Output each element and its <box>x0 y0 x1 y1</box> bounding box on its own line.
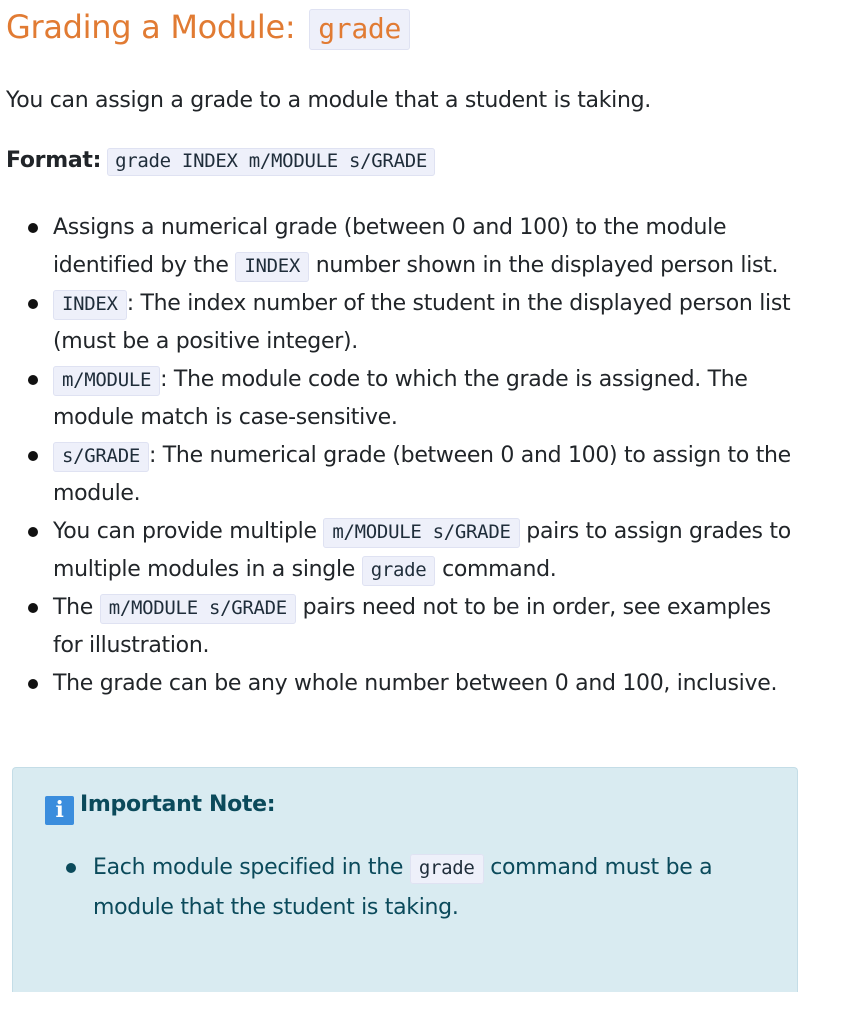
page-title <box>6 8 410 46</box>
inline-code: m/MODULE <box>53 366 160 396</box>
inline-code: grade <box>362 556 436 586</box>
title-command-code: grade <box>309 9 410 50</box>
inline-code: INDEX <box>53 290 127 320</box>
info-icon: i <box>45 796 74 825</box>
intro-paragraph: You can assign a grade to a module that a student is taking. <box>6 88 651 113</box>
inline-code: grade <box>410 854 484 884</box>
list-item: The m/MODULE s/GRADE pairs need not to be in order, see examples for illustration. <box>6 589 806 665</box>
list-item: s/GRADE : The numerical grade (between 0 and 100) to assign to the module. <box>6 437 806 513</box>
list-item: You can provide multiple m/MODULE s/GRADE pairs to assign grades to multiple modules in a single grade command. <box>6 513 806 589</box>
list-item: The grade can be any whole number between 0 and 100, inclusive. <box>6 665 806 703</box>
inline-code: m/MODULE s/GRADE <box>323 518 519 548</box>
parameter-list <box>6 209 806 703</box>
format-line <box>6 148 435 173</box>
note-heading <box>45 792 275 825</box>
format-syntax-code: grade INDEX m/MODULE s/GRADE <box>107 148 435 176</box>
important-note-box <box>12 767 798 992</box>
list-item: Assigns a numerical grade (between 0 and 100) to the module identified by the INDEX number shown in the displayed person list. <box>6 209 806 285</box>
list-item: m/MODULE : The module code to which the grade is assigned. The module match is case-sensitive. <box>6 361 806 437</box>
inline-code: s/GRADE <box>53 442 149 472</box>
note-list <box>45 848 765 928</box>
inline-code: m/MODULE s/GRADE <box>100 594 296 624</box>
inline-code: INDEX <box>235 252 309 282</box>
note-title: Important Note: <box>80 792 276 817</box>
format-label: Format: <box>6 148 102 173</box>
list-item: Each module specified in the grade command must be a module that the student is taking. <box>45 848 765 928</box>
page-title-text: Grading a Module: <box>6 8 296 46</box>
list-item: INDEX : The index number of the student in the displayed person list (must be a positive integer). <box>6 285 806 361</box>
